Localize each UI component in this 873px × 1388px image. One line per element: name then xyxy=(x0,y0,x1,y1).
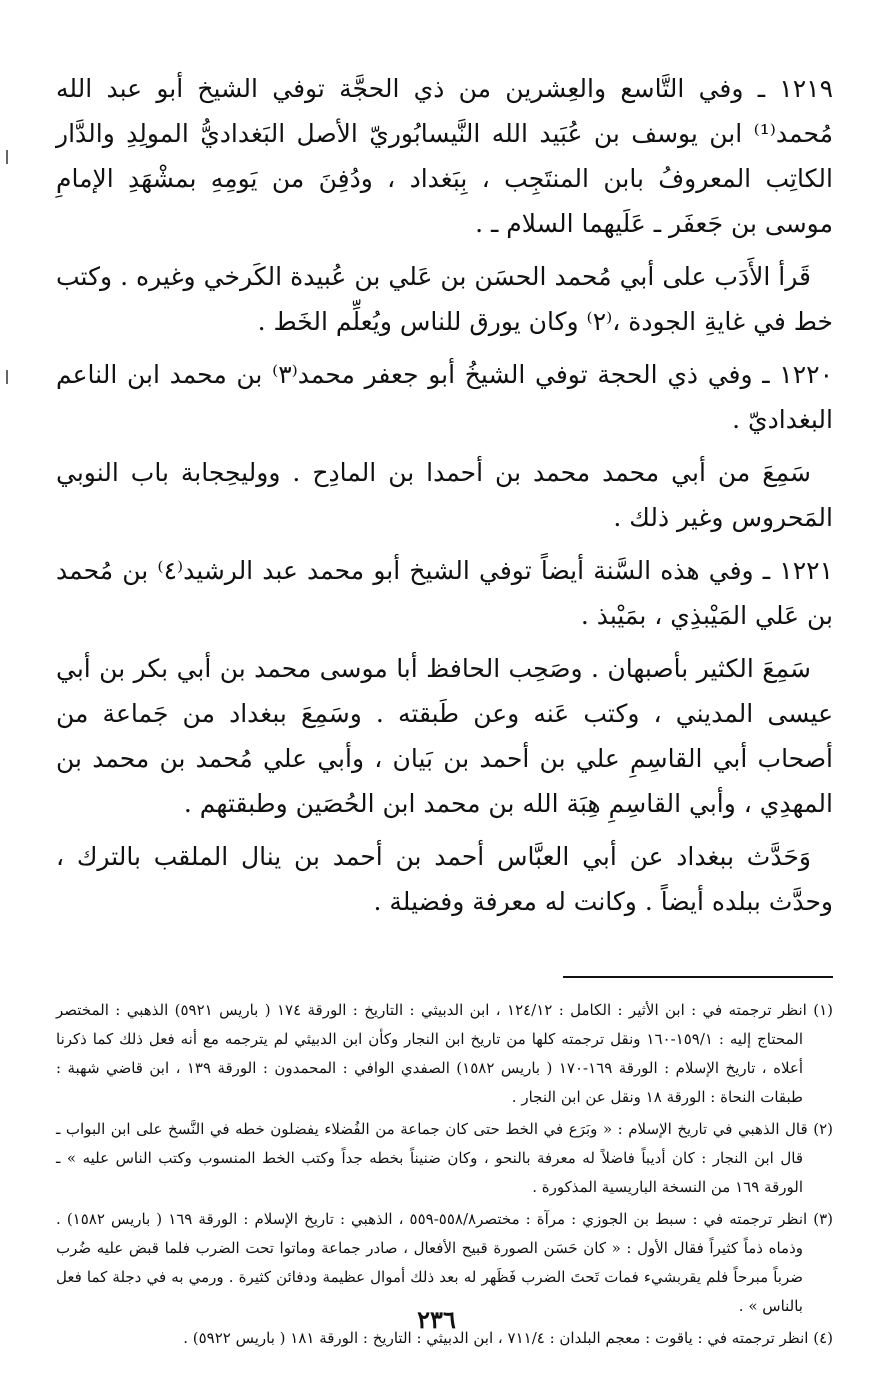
paragraph-1221-b: وَحَدَّث ببغداد عن أبي العبَّاس أحمد بن أحمد بن ينال الملقب بالترك ، وحدَّث ببلده أيضاً . وكانت له معرفة وفضيلة . xyxy=(56,842,833,916)
footnote-4: (٤) انظر ترجمته في : ياقوت : معجم البلدان : ٧١١/٤ ، ابن الدبيثي : التاريخ : الورقة ١٨١ ( باريس ٥٩٢٢) . xyxy=(183,1329,833,1347)
entry-1221: ١٢٢١ ـ وفي هذه السَّنة أيضاً توفي الشيخ أبو محمد عبد الرشيد⁽٤⁾ بن مُحمد بن عَلي المَيْبذِي ، بمَيْبذ . xyxy=(56,556,833,630)
page-number: ٢٣٦ xyxy=(417,1305,456,1334)
paragraph-1220: سَمِعَ من أبي محمد محمد بن أحمدا بن المادِح . ووليحِجابة باب النوبي المَحروس وغير ذلك . xyxy=(56,458,833,532)
entry-1220: ١٢٢٠ ـ وفي ذي الحجة توفي الشيخُ أبو جعفر محمد⁽٣⁾ بن محمد ابن الناعم البغداديّ . xyxy=(56,360,834,434)
scan-mark xyxy=(6,370,8,384)
main-text xyxy=(56,66,833,924)
paragraph-1219: قَرأ الأَدَب على أبي مُحمد الحسَن بن عَلي بن عُبيدة الكَرخي وغيره . وكتب خط في غايةِ الجودة ،⁽٢⁾ وكان يورق للناس ويُعلِّم الخَط . xyxy=(56,262,833,336)
paragraph-1221-a: سَمِعَ الكثير بأصبهان . وصَحِب الحافظ أبا موسى محمد بن أبي بكر بن أبي عيسى المديني ، وكتب عَنه وعن طَبقته . وسَمِعَ ببغداد من جَماعة من أصحاب أبي القاسِمِ علي بن أحمد بن بَيان ، وأبي علي مُحمد بن محمد بن المهدِي ، وأبي القاسِمِ هِبَة الله بن محمد ابن الحُصَين وطبقتهم . xyxy=(56,654,833,818)
footnote-3: (٣) انظر ترجمته في : سبط بن الجوزي : مرآة : مختصر٥٥٨/٨-٥٥٩ ، الذهبي : تاريخ الإسلام : الورقة ١٦٩ ( باريس ١٥٨٢) . وذماه ذماً كثيراً فقال الأول : « كان حَسَن الصورة قبيح الأفعال ، صادر جماعة وماتوا تحت الضرب فلما قبض عليه ضُرب ضرباً مبرحاً فلم يقربشيء فمات تَحتَ الضرب فَظَهر له بعد ذلك أموال عظيمة ودفائن كثيرة . ورمي به في دجلة كما فعل بالناس » . xyxy=(56,1210,834,1315)
footnote-2: (٢) قال الذهبي في تاريخ الإسلام : « وبَرَع في الخط حتى كان جماعة من الفُضلاء يفضلون خطه في النَّسخ على ابن البواب ـ قال ابن النجار : كان أديباً فاضلاً له معرفة بالنحو ، وكان ضنيناً بخطه جداً وكتب الخط المنسوب وكتب الناس عليه » ـ الورقة ١٦٩ من النسخة الباريسية المذكورة . xyxy=(56,1120,833,1196)
footnotes xyxy=(56,996,833,1353)
footnote-1: (١) انظر ترجمته في : ابن الأثير : الكامل : ١٢٤/١٢ ، ابن الدبيثي : التاريخ : الورقة ١٧٤ ( باريس ٥٩٢١) الذهبي : المختصر المحتاج إليه : ١٥٩/١-١٦٠ ونقل ترجمته كلها من تاريخ ابن النجار وكأن ابن الدبيثي لم يترجمه مع أنه فعل ذلك كما ذكرنا أعلاه ، تاريخ الإسلام : الورقة ١٦٩-١٧٠ ( باريس ١٥٨٢) الصفدي الوافي : المحمدون : الورقة ١٣٩ ، ابن قاضي شهبة : طبقات النحاة : الورقة ١٨ ونقل عن ابن النجار . xyxy=(56,1001,833,1106)
footnote-divider xyxy=(563,976,833,978)
scan-mark xyxy=(6,150,8,164)
entry-1219: ١٢١٩ ـ وفي التَّاسع والعِشرين من ذي الحجَّة توفي الشيخ أبو عبد الله مُحمد⁽¹⁾ ابن يوسف بن عُبَيد الله النَّيسابُوريّ الأصل البَغداديُّ المولِدِ والدَّار الكاتِب المعروفُ بابن المنتَجِب ، بِبَغداد ، ودُفِنَ من يَومِهِ بمشْهَدِ الإمامِ موسى بن جَعفَر ـ عَلَيهما السلام ـ . xyxy=(56,74,833,238)
